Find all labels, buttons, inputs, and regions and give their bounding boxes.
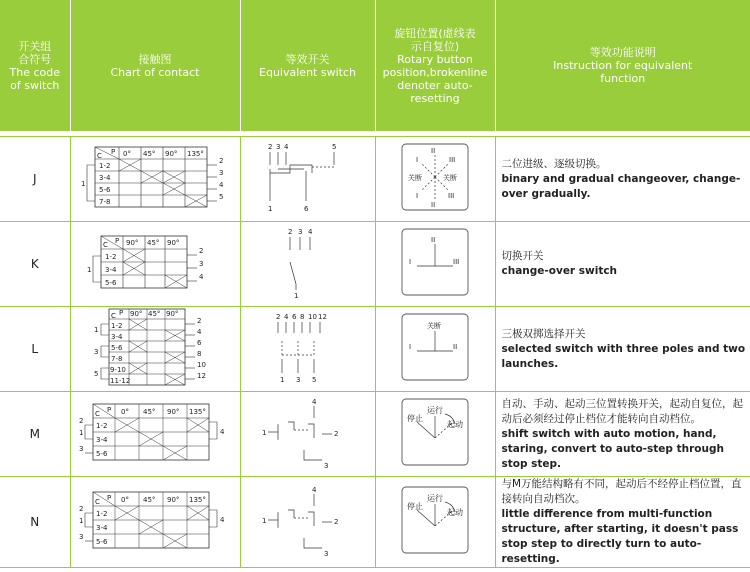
instruction: 与M万能结构略有不同，起动后不经停止档位置，直接转向自动档次。 little difference from multi-function structure, after starting, it doesn't pass stop step to directly turn to auto-resetting. bbox=[495, 477, 750, 568]
svg-text:C: C bbox=[95, 410, 100, 418]
svg-text:2: 2 bbox=[267, 143, 272, 151]
svg-text:90°: 90° bbox=[126, 239, 139, 247]
svg-text:135°: 135° bbox=[189, 408, 206, 416]
svg-text:III: III bbox=[448, 192, 455, 200]
svg-text:5: 5 bbox=[219, 193, 224, 201]
svg-text:1: 1 bbox=[279, 376, 284, 384]
svg-text:2: 2 bbox=[275, 313, 280, 321]
svg-text:3-4: 3-4 bbox=[111, 333, 123, 341]
svg-text:1: 1 bbox=[79, 517, 84, 525]
svg-text:4: 4 bbox=[197, 328, 202, 336]
svg-text:6: 6 bbox=[303, 205, 308, 213]
svg-text:45°: 45° bbox=[147, 239, 160, 247]
svg-text:7-8: 7-8 bbox=[99, 198, 111, 206]
svg-text:1-2: 1-2 bbox=[105, 253, 117, 261]
equivalent-switch bbox=[240, 222, 375, 307]
svg-text:3-4: 3-4 bbox=[105, 266, 117, 274]
rotary-dial-j bbox=[397, 141, 473, 213]
svg-text:1: 1 bbox=[267, 205, 272, 213]
svg-text:2: 2 bbox=[219, 157, 224, 165]
svg-text:5-6: 5-6 bbox=[96, 538, 108, 546]
svg-text:II: II bbox=[431, 236, 436, 244]
svg-text:6: 6 bbox=[197, 339, 202, 347]
svg-text:2: 2 bbox=[333, 430, 338, 438]
svg-text:停止: 停止 bbox=[407, 502, 423, 511]
svg-text:4: 4 bbox=[283, 313, 288, 321]
svg-text:4: 4 bbox=[219, 181, 224, 189]
svg-text:1: 1 bbox=[81, 180, 86, 188]
svg-text:1-2: 1-2 bbox=[99, 162, 111, 170]
svg-text:8: 8 bbox=[197, 350, 202, 358]
svg-text:停止: 停止 bbox=[407, 414, 423, 423]
contact-chart bbox=[70, 137, 240, 222]
svg-text:运行: 运行 bbox=[427, 494, 443, 503]
svg-text:12: 12 bbox=[197, 372, 206, 380]
svg-text:I: I bbox=[416, 156, 419, 164]
svg-text:9-10: 9-10 bbox=[110, 366, 126, 374]
svg-text:C: C bbox=[103, 241, 108, 249]
svg-text:2: 2 bbox=[333, 518, 338, 526]
svg-text:起动: 起动 bbox=[447, 420, 463, 429]
svg-text:3: 3 bbox=[323, 550, 328, 558]
svg-text:3-4: 3-4 bbox=[99, 174, 111, 182]
svg-text:2: 2 bbox=[197, 317, 202, 325]
svg-text:0°: 0° bbox=[121, 496, 129, 504]
svg-text:C: C bbox=[95, 498, 100, 506]
svg-text:II: II bbox=[431, 201, 436, 209]
svg-text:运行: 运行 bbox=[427, 406, 443, 415]
svg-text:起动: 起动 bbox=[447, 508, 463, 517]
contact-chart bbox=[70, 392, 240, 477]
svg-text:P: P bbox=[107, 494, 112, 502]
svg-text:3: 3 bbox=[79, 533, 84, 541]
contact-chart-l bbox=[75, 307, 235, 387]
switch-code: M bbox=[0, 392, 70, 477]
rotary-position bbox=[375, 307, 495, 392]
svg-text:3: 3 bbox=[297, 228, 302, 236]
rotary-position bbox=[375, 477, 495, 568]
svg-text:3-4: 3-4 bbox=[96, 524, 108, 532]
svg-text:4: 4 bbox=[311, 398, 316, 406]
svg-text:4: 4 bbox=[220, 516, 225, 524]
contact-chart bbox=[70, 307, 240, 392]
rotary-dial-m bbox=[397, 396, 473, 468]
svg-text:0°: 0° bbox=[123, 150, 131, 158]
svg-text:5: 5 bbox=[331, 143, 336, 151]
svg-text:1-2: 1-2 bbox=[96, 510, 108, 518]
svg-text:1: 1 bbox=[94, 326, 99, 334]
svg-text:I: I bbox=[416, 192, 419, 200]
header-row bbox=[0, 0, 750, 131]
svg-text:P: P bbox=[111, 148, 116, 156]
svg-text:90°: 90° bbox=[167, 239, 180, 247]
svg-text:3: 3 bbox=[275, 143, 280, 151]
contact-chart-j bbox=[75, 139, 235, 215]
contact-chart bbox=[70, 222, 240, 307]
svg-text:10: 10 bbox=[197, 361, 206, 369]
svg-text:关断: 关断 bbox=[443, 174, 457, 182]
header-equivalent: 等效开关 Equivalent switch bbox=[240, 0, 375, 131]
table-row bbox=[0, 477, 750, 568]
svg-text:II: II bbox=[431, 147, 436, 155]
switch-code: N bbox=[0, 477, 70, 568]
svg-text:7-8: 7-8 bbox=[111, 355, 123, 363]
svg-text:8: 8 bbox=[299, 313, 304, 321]
svg-text:4: 4 bbox=[283, 143, 288, 151]
svg-text:P: P bbox=[115, 237, 120, 245]
svg-text:5-6: 5-6 bbox=[105, 279, 117, 287]
svg-text:90°: 90° bbox=[166, 310, 179, 318]
svg-text:45°: 45° bbox=[148, 310, 161, 318]
rotary-dial-k bbox=[397, 226, 473, 298]
svg-text:2: 2 bbox=[199, 247, 204, 255]
table-row bbox=[0, 392, 750, 477]
svg-text:1: 1 bbox=[87, 266, 92, 274]
equivalent-switch bbox=[240, 137, 375, 222]
instruction: 三极双掷选择开关 selected switch with three poles and two launches. bbox=[495, 307, 750, 392]
header-rotary: 旋钮位置(虚线表示自复位) Rotary button position,brokenline denoter auto-resetting bbox=[375, 0, 495, 131]
svg-text:P: P bbox=[119, 309, 124, 317]
svg-text:5-6: 5-6 bbox=[96, 450, 108, 458]
svg-text:3: 3 bbox=[199, 260, 204, 268]
equivalent-switch-n bbox=[248, 482, 368, 558]
svg-text:3: 3 bbox=[94, 348, 99, 356]
instruction: 自动、手动、起动三位置转换开关，起动自复位，起动后必须经过停止档位才能转向自动档位。 shift switch with auto motion, hand, staring, convert to auto-step through stop step. bbox=[495, 392, 750, 477]
svg-text:III: III bbox=[453, 258, 460, 266]
header-instruction: 等效功能说明 Instruction for equivalent function bbox=[495, 0, 750, 131]
svg-text:135°: 135° bbox=[189, 496, 206, 504]
svg-text:3: 3 bbox=[323, 462, 328, 470]
equivalent-switch-j bbox=[248, 139, 368, 215]
svg-text:II: II bbox=[453, 343, 458, 351]
svg-text:4: 4 bbox=[199, 273, 204, 281]
equivalent-switch-k bbox=[248, 224, 368, 300]
table-row bbox=[0, 137, 750, 222]
svg-text:III: III bbox=[449, 156, 456, 164]
table-row bbox=[0, 222, 750, 307]
instruction: 切换开关 change-over switch bbox=[495, 222, 750, 307]
svg-text:4: 4 bbox=[220, 428, 225, 436]
svg-text:5: 5 bbox=[311, 376, 316, 384]
equivalent-switch bbox=[240, 392, 375, 477]
equivalent-switch-m bbox=[248, 394, 368, 470]
svg-text:关断: 关断 bbox=[408, 174, 422, 182]
svg-text:12: 12 bbox=[317, 313, 327, 321]
equivalent-switch bbox=[240, 307, 375, 392]
svg-text:C: C bbox=[97, 152, 102, 160]
svg-text:I: I bbox=[409, 258, 412, 266]
svg-text:45°: 45° bbox=[143, 496, 156, 504]
svg-text:10: 10 bbox=[307, 313, 317, 321]
svg-text:0°: 0° bbox=[121, 408, 129, 416]
instruction: 二位进级、逐级切换。 binary and gradual changeover, change-over gradually. bbox=[495, 137, 750, 222]
svg-text:135°: 135° bbox=[187, 150, 204, 158]
rotary-dial-l bbox=[397, 311, 473, 383]
svg-text:90°: 90° bbox=[130, 310, 143, 318]
contact-chart-k bbox=[75, 224, 235, 300]
svg-text:3: 3 bbox=[219, 169, 224, 177]
svg-text:1-2: 1-2 bbox=[96, 422, 108, 430]
svg-text:1: 1 bbox=[293, 292, 298, 300]
svg-text:关断: 关断 bbox=[427, 322, 441, 330]
svg-text:2: 2 bbox=[287, 228, 292, 236]
svg-text:90°: 90° bbox=[167, 496, 180, 504]
rotary-position bbox=[375, 137, 495, 222]
svg-text:90°: 90° bbox=[167, 408, 180, 416]
rotary-dial-n bbox=[397, 484, 473, 556]
rotary-position bbox=[375, 392, 495, 477]
table-row bbox=[0, 307, 750, 392]
equivalent-switch bbox=[240, 477, 375, 568]
svg-text:1: 1 bbox=[261, 429, 266, 437]
svg-text:4: 4 bbox=[307, 228, 312, 236]
svg-text:45°: 45° bbox=[143, 150, 156, 158]
svg-text:45°: 45° bbox=[143, 408, 156, 416]
svg-text:4: 4 bbox=[311, 486, 316, 494]
svg-text:1: 1 bbox=[261, 517, 266, 525]
contact-chart-m bbox=[75, 394, 235, 470]
svg-text:6: 6 bbox=[291, 313, 296, 321]
switch-code: L bbox=[0, 307, 70, 392]
contact-chart bbox=[70, 477, 240, 568]
svg-text:3-4: 3-4 bbox=[96, 436, 108, 444]
header-code: 开关组合符号 The code of switch bbox=[0, 0, 70, 131]
svg-text:11-12: 11-12 bbox=[110, 377, 131, 385]
svg-text:5-6: 5-6 bbox=[99, 186, 111, 194]
switch-code: J bbox=[0, 137, 70, 222]
header-chart: 接触图 Chart of contact bbox=[70, 0, 240, 131]
svg-text:3: 3 bbox=[79, 445, 84, 453]
svg-text:3: 3 bbox=[295, 376, 300, 384]
svg-text:2: 2 bbox=[79, 417, 84, 425]
svg-text:1: 1 bbox=[79, 429, 84, 437]
svg-text:2: 2 bbox=[79, 505, 84, 513]
svg-text:5-6: 5-6 bbox=[111, 344, 123, 352]
svg-text:5: 5 bbox=[94, 370, 99, 378]
switch-code: K bbox=[0, 222, 70, 307]
svg-text:C: C bbox=[111, 312, 116, 320]
svg-text:1-2: 1-2 bbox=[111, 322, 123, 330]
svg-text:I: I bbox=[409, 343, 412, 351]
contact-chart-n bbox=[75, 482, 235, 558]
svg-text:90°: 90° bbox=[165, 150, 178, 158]
equivalent-switch-l bbox=[248, 309, 368, 385]
svg-text:P: P bbox=[107, 406, 112, 414]
rotary-position bbox=[375, 222, 495, 307]
